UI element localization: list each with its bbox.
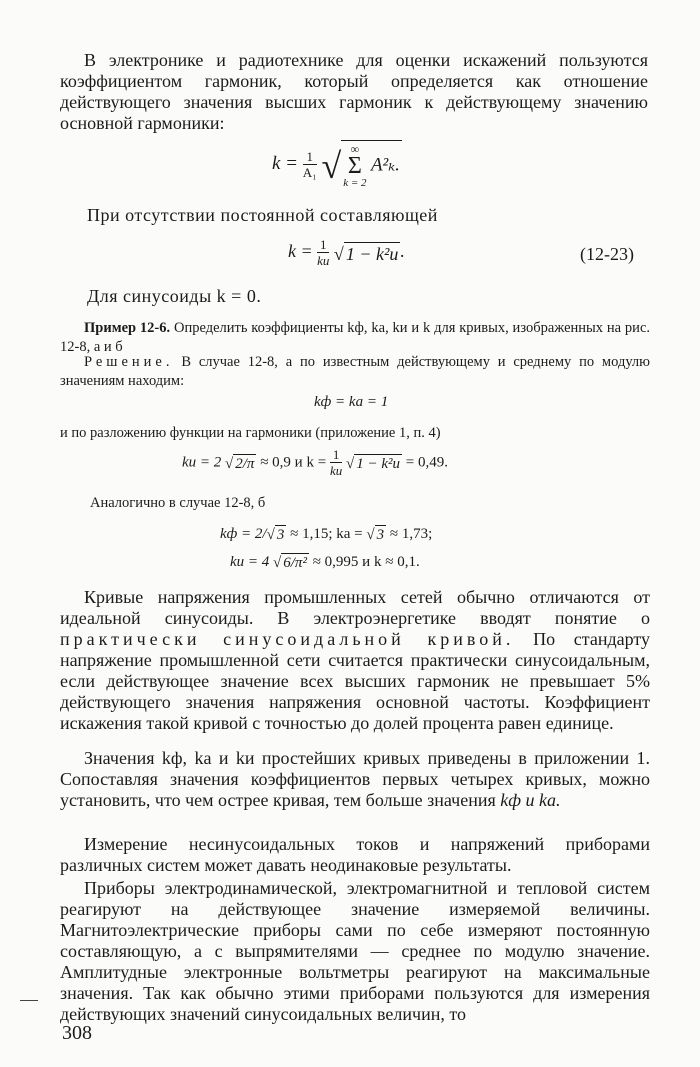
radical-sign-icon: √ — [321, 146, 342, 186]
eq5-part-c: ≈ 1,73; — [389, 525, 433, 542]
paragraph-sinusoid: Для синусоиды k = 0. — [87, 286, 262, 306]
radical-sign-icon: √ — [225, 455, 234, 472]
equation-kf-ka: kф = kа = 1 — [314, 394, 389, 410]
eq1-numerator: 1 — [303, 150, 317, 165]
equation-harmonic-coefficient — [272, 140, 402, 189]
eq4-fraction — [330, 448, 342, 478]
eq6-sqrt — [273, 553, 309, 572]
eq2-numerator: 1 — [317, 238, 329, 253]
eq6-part-a: kи = 4 — [230, 553, 270, 570]
eq4-sqrt-2 — [346, 454, 402, 473]
margin-mark — [20, 1000, 38, 1001]
solution-word: Решение. — [84, 354, 174, 370]
eq4-radicand-2: 1 − k²и — [356, 455, 400, 472]
eq4-part-a: kи = 2 — [182, 454, 222, 471]
eq1-fraction — [303, 150, 317, 180]
eq2-lhs: k = — [288, 241, 313, 262]
eq6-radicand: 6/π² — [283, 555, 307, 571]
eq1-term: A²ₖ. — [370, 154, 400, 176]
equation-number: (12-23) — [580, 244, 634, 264]
eq1-sqrt — [321, 140, 401, 189]
eq2-fraction — [317, 238, 329, 268]
eq2-denominator: kи — [317, 253, 330, 268]
example-statement — [60, 319, 650, 357]
radical-sign-icon: √ — [273, 555, 282, 571]
eq4-numerator: 1 — [330, 448, 342, 463]
eq1-denominator: A₁ — [302, 164, 317, 180]
paragraph-industrial-curves — [60, 587, 650, 734]
radical-sign-icon: √ — [333, 243, 344, 264]
eq1-sum-lower: k = 2 — [343, 177, 367, 189]
page-number: 308 — [62, 1022, 92, 1044]
paragraph-instruments: Приборы электродинамической, электромагнитной и тепловой систем реагируют на действующее значение измеряемой величины. Магнитоэлектрические приборы сами по себе измеряют постоянную составляющую, а с выпрямителями — среднее по модулю значение. Амплитудные электронные вольтметры реагируют на максимальные значения. Так как обычно этими приборами пользуются для измерения действующих значений синусоидальных величин, то — [60, 878, 650, 1024]
eq1-sum — [343, 143, 366, 189]
eq5-part-a: kф = 2/ — [220, 525, 267, 542]
eq5-sqrt-2 — [366, 525, 386, 544]
paragraph-intro: В электронике и радиотехнике для оценки искажений пользуются коэффициентом гармоник, который определяется как отношение действующего значения высших гармоник к действующему значению основной гармоники: — [60, 50, 648, 133]
eq5-radicand-2: 3 — [376, 527, 385, 543]
example-text: Определить коэффициенты kф, kа, kи и k для кривых, изображенных на рис. 12-8, а и б — [60, 320, 650, 355]
eq4-part-c: = 0,49. — [405, 454, 448, 471]
eq6-part-b: ≈ 0,995 и k ≈ 0,1. — [312, 553, 420, 570]
eq4-part-b: ≈ 0,9 и k = — [260, 454, 327, 471]
eq2-tail: . — [400, 241, 405, 262]
curves-text-spaced: практически синусоидальной кривой. — [60, 629, 515, 649]
paragraph-measurement: Измерение несинусоидальных токов и напряжений приборами различных систем может давать неодинаковые результаты. — [60, 834, 650, 875]
equation-case-b-kf-ka — [220, 525, 432, 544]
equation-case-b-ki-k — [230, 553, 420, 572]
equation-12-23 — [288, 238, 405, 268]
radical-sign-icon: √ — [345, 455, 355, 472]
paragraph-values — [60, 748, 650, 811]
eq2-radicand: 1 − k²и — [345, 243, 399, 264]
values-text-a: Значения kф, kа и kи простейших кривых приведены в приложении 1. Сопоставляя значения коэффициентов первых четырех кривых, можно установить, что чем острее кривая, тем больше значения — [60, 748, 650, 810]
eq1-sum-upper: ∞ — [350, 142, 360, 156]
radical-sign-icon: √ — [366, 527, 375, 543]
sum-sign-icon: Σ — [347, 153, 362, 179]
eq4-denominator: kи — [329, 463, 343, 478]
eq5-sqrt — [267, 525, 287, 544]
curves-text-b: По стандарту напряжение промышленной сети считается практически синусоидальным, если действующее значение всех высших гармоник не превышает 5% действующего значения напряжения основной частоты. Коэффициент искажения такой кривой с точностью до долей процента равен единице. — [60, 629, 650, 733]
paragraph-similarly: Аналогично в случае 12-8, б — [90, 495, 266, 511]
eq4-sqrt — [225, 454, 256, 473]
paragraph-harmonics: и по разложению функции на гармоники (приложение 1, п. 4) — [60, 425, 441, 441]
radical-sign-icon: √ — [266, 527, 275, 543]
curves-text-a: Кривые напряжения промышленных сетей обычно отличаются от идеальной синусоиды. В электроэнергетике вводят понятие о — [60, 587, 650, 628]
eq1-lhs: k = — [272, 152, 299, 174]
values-text-b: kф и kа. — [500, 790, 561, 810]
solution-paragraph — [60, 353, 650, 391]
equation-ki-k — [182, 448, 448, 478]
solution-text: В случае 12-8, а по известным действующему и среднему по модулю значениям находим: — [60, 354, 650, 389]
eq2-sqrt — [334, 242, 400, 265]
paragraph-no-dc: При отсутствии постоянной составляющей — [87, 205, 438, 225]
eq5-radicand: 3 — [276, 527, 285, 543]
example-title: Пример 12-6. — [84, 320, 171, 336]
eq5-part-b: ≈ 1,15; kа = — [290, 525, 363, 542]
eq4-radicand: 2/π — [235, 455, 255, 472]
